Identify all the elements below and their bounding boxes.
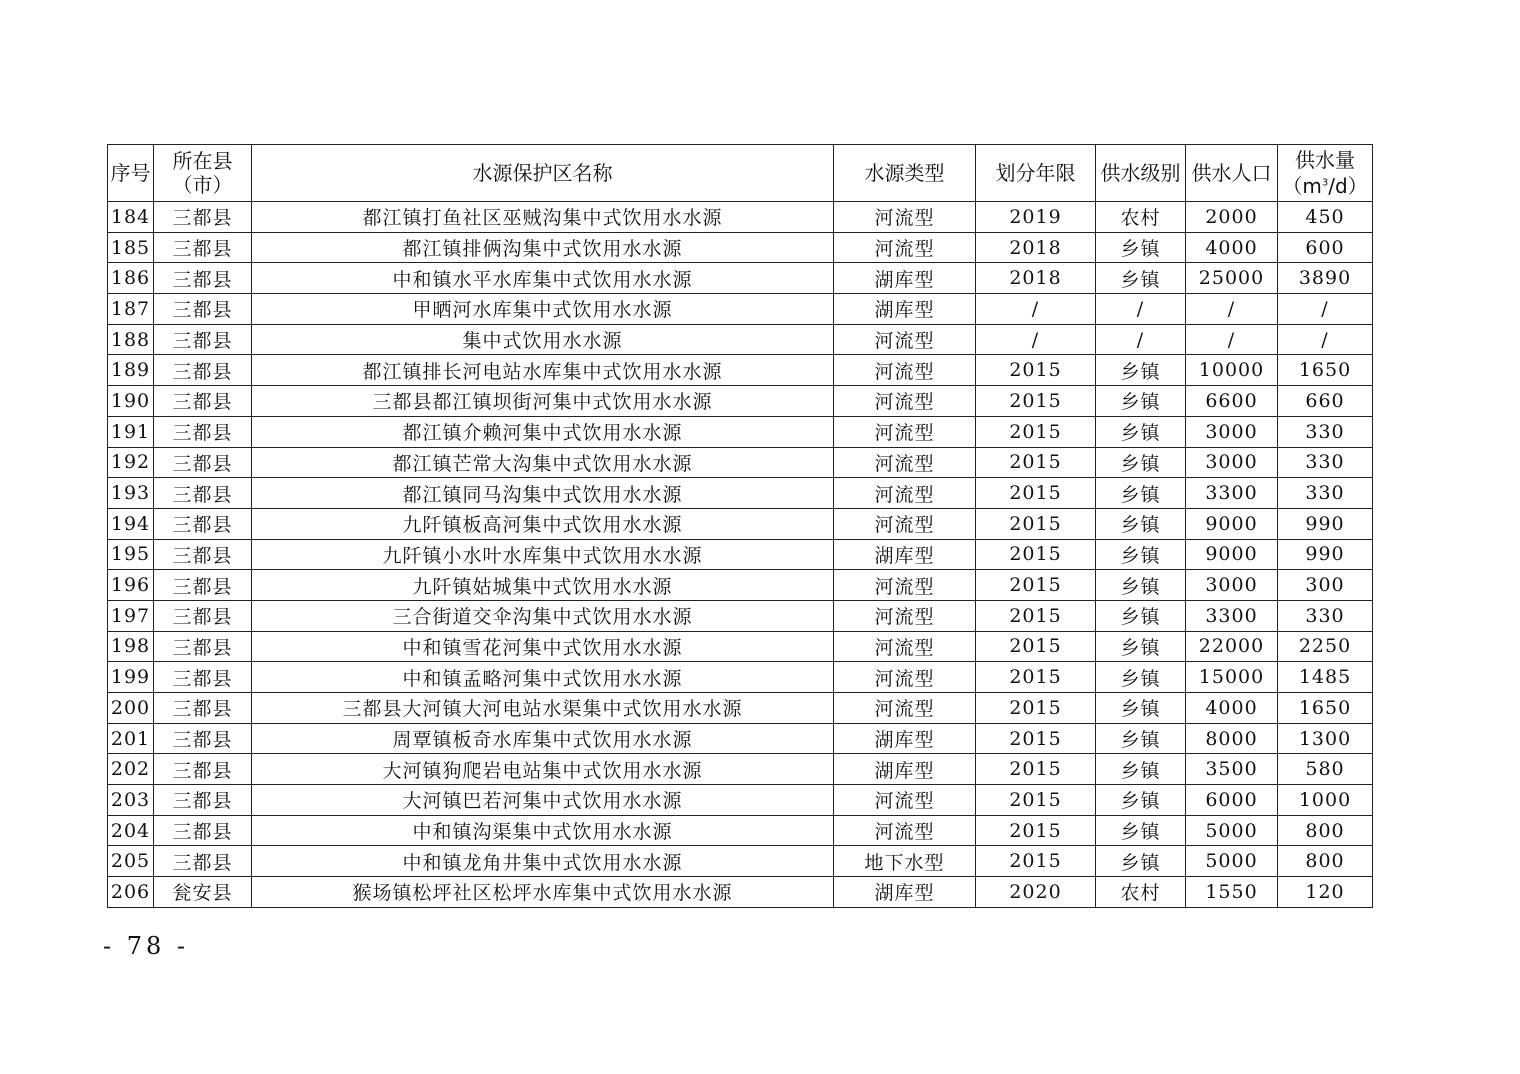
cell-year: 2015: [976, 846, 1096, 877]
cell-level: 乡镇: [1096, 478, 1186, 509]
table-row: [108, 478, 1373, 509]
cell-population: 6000: [1186, 785, 1278, 816]
cell-population: 3300: [1186, 600, 1278, 631]
header-year: 划分年限: [976, 145, 1096, 202]
cell-name: 中和镇沟渠集中式饮用水水源: [252, 815, 834, 846]
cell-no: 186: [108, 263, 154, 294]
cell-volume: 990: [1278, 508, 1373, 539]
cell-county: 三都县: [154, 723, 252, 754]
cell-type: 地下水型: [834, 846, 976, 877]
cell-no: 188: [108, 324, 154, 355]
cell-county: 三都县: [154, 754, 252, 785]
cell-no: 205: [108, 846, 154, 877]
cell-level: 乡镇: [1096, 754, 1186, 785]
cell-year: 2015: [976, 355, 1096, 386]
cell-name: 中和镇雪花河集中式饮用水水源: [252, 631, 834, 662]
cell-no: 192: [108, 447, 154, 478]
cell-name: 九阡镇板高河集中式饮用水水源: [252, 508, 834, 539]
cell-no: 195: [108, 539, 154, 570]
cell-name: 中和镇龙角井集中式饮用水水源: [252, 846, 834, 877]
cell-year: 2015: [976, 539, 1096, 570]
cell-name: 猴场镇松坪社区松坪水库集中式饮用水水源: [252, 877, 834, 908]
table-row: [108, 693, 1373, 724]
table-row: [108, 815, 1373, 846]
cell-level: 乡镇: [1096, 263, 1186, 294]
table-row: [108, 508, 1373, 539]
cell-county: 三都县: [154, 693, 252, 724]
cell-county: 三都县: [154, 447, 252, 478]
cell-no: 198: [108, 631, 154, 662]
cell-population: /: [1186, 324, 1278, 355]
cell-name: 都江镇打鱼社区巫贼沟集中式饮用水水源: [252, 202, 834, 233]
cell-type: 湖库型: [834, 263, 976, 294]
table-header-row: [108, 145, 1373, 202]
header-county: [154, 145, 252, 202]
header-index: 序号: [108, 145, 154, 202]
cell-level: 乡镇: [1096, 662, 1186, 693]
cell-type: 河流型: [834, 232, 976, 263]
cell-type: 河流型: [834, 815, 976, 846]
table-row: [108, 877, 1373, 908]
table-row: [108, 754, 1373, 785]
cell-type: 湖库型: [834, 754, 976, 785]
cell-type: 河流型: [834, 202, 976, 233]
cell-year: 2015: [976, 416, 1096, 447]
cell-county: 三都县: [154, 294, 252, 325]
table-row: [108, 263, 1373, 294]
cell-level: /: [1096, 324, 1186, 355]
cell-year: 2015: [976, 723, 1096, 754]
cell-county: 三都县: [154, 508, 252, 539]
cell-type: 湖库型: [834, 539, 976, 570]
cell-level: 乡镇: [1096, 386, 1186, 417]
table-row: [108, 355, 1373, 386]
cell-name: 都江镇芒常大沟集中式饮用水水源: [252, 447, 834, 478]
cell-level: 乡镇: [1096, 539, 1186, 570]
cell-population: 9000: [1186, 508, 1278, 539]
cell-name: 九阡镇小水叶水库集中式饮用水水源: [252, 539, 834, 570]
cell-no: 191: [108, 416, 154, 447]
cell-county: 三都县: [154, 324, 252, 355]
cell-county: 三都县: [154, 386, 252, 417]
table-row: [108, 723, 1373, 754]
header-name: 水源保护区名称: [252, 145, 834, 202]
cell-population: 3300: [1186, 478, 1278, 509]
cell-year: 2018: [976, 263, 1096, 294]
cell-volume: 330: [1278, 447, 1373, 478]
cell-population: 3000: [1186, 570, 1278, 601]
cell-volume: 1485: [1278, 662, 1373, 693]
cell-year: 2015: [976, 478, 1096, 509]
cell-type: 河流型: [834, 785, 976, 816]
table-row: [108, 785, 1373, 816]
cell-type: 湖库型: [834, 294, 976, 325]
cell-year: 2015: [976, 631, 1096, 662]
cell-year: 2015: [976, 570, 1096, 601]
cell-name: 都江镇排长河电站水库集中式饮用水水源: [252, 355, 834, 386]
cell-no: 201: [108, 723, 154, 754]
cell-population: 4000: [1186, 232, 1278, 263]
header-type: 水源类型: [834, 145, 976, 202]
cell-population: 22000: [1186, 631, 1278, 662]
cell-type: 河流型: [834, 631, 976, 662]
cell-county: 三都县: [154, 570, 252, 601]
cell-type: 河流型: [834, 355, 976, 386]
cell-volume: /: [1278, 324, 1373, 355]
cell-no: 185: [108, 232, 154, 263]
page-number: - 78 -: [103, 932, 190, 960]
table-row: [108, 662, 1373, 693]
header-volume-line1: 供水量: [1295, 147, 1355, 172]
cell-county: 三都县: [154, 846, 252, 877]
cell-type: 河流型: [834, 478, 976, 509]
cell-volume: 800: [1278, 846, 1373, 877]
cell-no: 184: [108, 202, 154, 233]
cell-type: 湖库型: [834, 877, 976, 908]
cell-population: 3000: [1186, 447, 1278, 478]
cell-population: 3500: [1186, 754, 1278, 785]
cell-population: 9000: [1186, 539, 1278, 570]
cell-year: 2015: [976, 785, 1096, 816]
cell-type: 河流型: [834, 600, 976, 631]
cell-no: 189: [108, 355, 154, 386]
cell-year: 2015: [976, 447, 1096, 478]
cell-level: 乡镇: [1096, 815, 1186, 846]
cell-name: 三合街道交伞沟集中式饮用水水源: [252, 600, 834, 631]
cell-name: 大河镇狗爬岩电站集中式饮用水水源: [252, 754, 834, 785]
cell-county: 三都县: [154, 662, 252, 693]
cell-level: 乡镇: [1096, 631, 1186, 662]
cell-no: 199: [108, 662, 154, 693]
cell-type: 河流型: [834, 508, 976, 539]
cell-county: 三都县: [154, 355, 252, 386]
cell-no: 203: [108, 785, 154, 816]
cell-county: 三都县: [154, 815, 252, 846]
cell-type: 河流型: [834, 570, 976, 601]
cell-name: 周覃镇板奇水库集中式饮用水水源: [252, 723, 834, 754]
table-row: [108, 416, 1373, 447]
cell-volume: 2250: [1278, 631, 1373, 662]
cell-name: 都江镇介赖河集中式饮用水水源: [252, 416, 834, 447]
cell-county: 三都县: [154, 600, 252, 631]
cell-volume: 300: [1278, 570, 1373, 601]
cell-volume: 330: [1278, 600, 1373, 631]
cell-type: 河流型: [834, 447, 976, 478]
cell-level: 农村: [1096, 202, 1186, 233]
cell-year: 2015: [976, 815, 1096, 846]
cell-no: 193: [108, 478, 154, 509]
header-level: 供水级别: [1096, 145, 1186, 202]
cell-type: 河流型: [834, 386, 976, 417]
header-population: 供水人口: [1186, 145, 1278, 202]
cell-year: /: [976, 294, 1096, 325]
cell-type: 河流型: [834, 662, 976, 693]
cell-level: 乡镇: [1096, 355, 1186, 386]
cell-county: 三都县: [154, 202, 252, 233]
cell-no: 190: [108, 386, 154, 417]
cell-year: 2020: [976, 877, 1096, 908]
cell-volume: 330: [1278, 416, 1373, 447]
cell-level: 乡镇: [1096, 508, 1186, 539]
cell-population: 1550: [1186, 877, 1278, 908]
cell-no: 204: [108, 815, 154, 846]
cell-no: 197: [108, 600, 154, 631]
cell-volume: 660: [1278, 386, 1373, 417]
cell-year: 2015: [976, 386, 1096, 417]
cell-level: 乡镇: [1096, 570, 1186, 601]
header-volume-unit: [1282, 174, 1367, 198]
cell-volume: 1650: [1278, 355, 1373, 386]
table-row: [108, 324, 1373, 355]
cell-name: 九阡镇姑城集中式饮用水水源: [252, 570, 834, 601]
header-county-line2: （市）: [172, 173, 233, 197]
cell-level: /: [1096, 294, 1186, 325]
cell-level: 乡镇: [1096, 693, 1186, 724]
cell-volume: 1650: [1278, 693, 1373, 724]
cell-volume: 580: [1278, 754, 1373, 785]
cell-year: 2015: [976, 754, 1096, 785]
cell-level: 乡镇: [1096, 846, 1186, 877]
cell-no: 200: [108, 693, 154, 724]
cell-name: 都江镇排俩沟集中式饮用水水源: [252, 232, 834, 263]
cell-population: 4000: [1186, 693, 1278, 724]
table-row: [108, 202, 1373, 233]
cell-volume: 1000: [1278, 785, 1373, 816]
cell-county: 瓮安县: [154, 877, 252, 908]
cell-level: 乡镇: [1096, 785, 1186, 816]
cell-population: 3000: [1186, 416, 1278, 447]
cell-no: 194: [108, 508, 154, 539]
cell-county: 三都县: [154, 539, 252, 570]
cell-level: 乡镇: [1096, 416, 1186, 447]
cell-volume: 1300: [1278, 723, 1373, 754]
cell-year: 2015: [976, 693, 1096, 724]
cell-year: 2018: [976, 232, 1096, 263]
cell-level: 乡镇: [1096, 447, 1186, 478]
cell-no: 187: [108, 294, 154, 325]
cell-name: 大河镇巴若河集中式饮用水水源: [252, 785, 834, 816]
cell-name: 甲晒河水库集中式饮用水水源: [252, 294, 834, 325]
cell-population: 10000: [1186, 355, 1278, 386]
cell-name: 集中式饮用水水源: [252, 324, 834, 355]
cell-name: 中和镇孟略河集中式饮用水水源: [252, 662, 834, 693]
cell-volume: 330: [1278, 478, 1373, 509]
table-row: [108, 846, 1373, 877]
cell-volume: 450: [1278, 202, 1373, 233]
cell-population: 5000: [1186, 846, 1278, 877]
cell-name: 都江镇同马沟集中式饮用水水源: [252, 478, 834, 509]
cell-level: 农村: [1096, 877, 1186, 908]
unit-pre: （m: [1282, 174, 1322, 199]
cell-name: 中和镇水平水库集中式饮用水水源: [252, 263, 834, 294]
cell-county: 三都县: [154, 263, 252, 294]
cell-population: 25000: [1186, 263, 1278, 294]
cell-volume: /: [1278, 294, 1373, 325]
cell-population: /: [1186, 294, 1278, 325]
cell-type: 河流型: [834, 324, 976, 355]
cell-name: 三都县都江镇坝街河集中式饮用水水源: [252, 386, 834, 417]
header-volume: [1278, 145, 1373, 202]
cell-volume: 990: [1278, 539, 1373, 570]
table-body: [108, 202, 1373, 908]
cell-type: 河流型: [834, 693, 976, 724]
cell-year: 2015: [976, 508, 1096, 539]
cell-type: 湖库型: [834, 723, 976, 754]
cell-population: 2000: [1186, 202, 1278, 233]
table-row: [108, 539, 1373, 570]
header-county-line1: 所在县: [172, 149, 233, 173]
cell-volume: 600: [1278, 232, 1373, 263]
cell-volume: 3890: [1278, 263, 1373, 294]
table-row: [108, 631, 1373, 662]
cell-population: 6600: [1186, 386, 1278, 417]
cell-year: 2015: [976, 600, 1096, 631]
cell-year: 2015: [976, 662, 1096, 693]
cell-no: 196: [108, 570, 154, 601]
cell-volume: 120: [1278, 877, 1373, 908]
cell-level: 乡镇: [1096, 232, 1186, 263]
cell-level: 乡镇: [1096, 723, 1186, 754]
cell-no: 206: [108, 877, 154, 908]
table-row: [108, 386, 1373, 417]
cell-population: 8000: [1186, 723, 1278, 754]
cell-name: 三都县大河镇大河电站水渠集中式饮用水水源: [252, 693, 834, 724]
cell-no: 202: [108, 754, 154, 785]
unit-sup: 3: [1321, 177, 1329, 189]
cell-population: 15000: [1186, 662, 1278, 693]
water-source-table: [107, 144, 1373, 908]
table-row: [108, 570, 1373, 601]
cell-type: 河流型: [834, 416, 976, 447]
cell-county: 三都县: [154, 478, 252, 509]
cell-county: 三都县: [154, 232, 252, 263]
cell-year: 2019: [976, 202, 1096, 233]
cell-county: 三都县: [154, 416, 252, 447]
cell-population: 5000: [1186, 815, 1278, 846]
table-row: [108, 232, 1373, 263]
unit-post: /d）: [1328, 174, 1368, 199]
cell-year: /: [976, 324, 1096, 355]
cell-county: 三都县: [154, 631, 252, 662]
cell-volume: 800: [1278, 815, 1373, 846]
table-row: [108, 294, 1373, 325]
cell-level: 乡镇: [1096, 600, 1186, 631]
table-row: [108, 447, 1373, 478]
cell-county: 三都县: [154, 785, 252, 816]
table-row: [108, 600, 1373, 631]
